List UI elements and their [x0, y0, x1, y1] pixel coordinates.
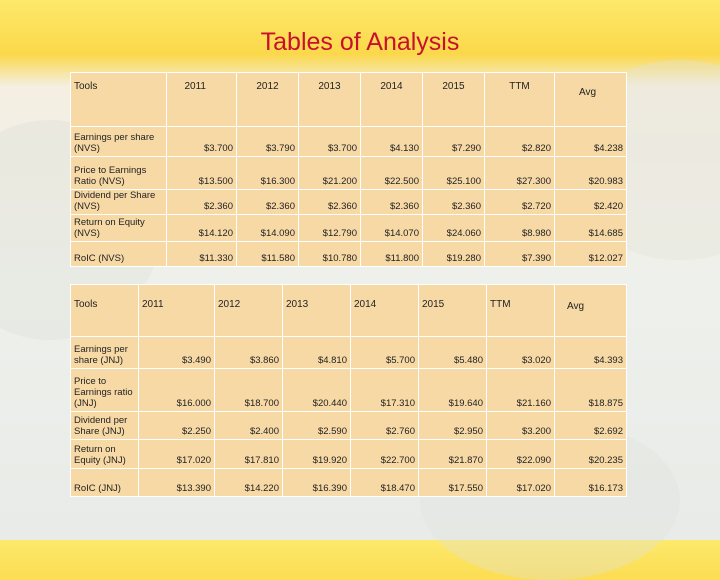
table-cell: $18.700 [215, 369, 283, 412]
table-row [71, 469, 627, 497]
analysis-table-nvs [70, 72, 627, 267]
table-cell: $4.130 [361, 127, 423, 157]
table-cell: $20.983 [555, 157, 627, 190]
table-cell: $7.390 [485, 242, 555, 267]
table-cell: $18.875 [555, 369, 627, 412]
table-cell: $19.280 [423, 242, 485, 267]
column-header: 2013 [283, 285, 351, 337]
table-cell: $2.250 [139, 412, 215, 440]
table-cell: $21.870 [419, 440, 487, 469]
table-cell: $2.820 [485, 127, 555, 157]
table-cell: $2.360 [423, 190, 485, 215]
table-cell: $25.100 [423, 157, 485, 190]
table-cell: $19.920 [283, 440, 351, 469]
table-cell: $2.692 [555, 412, 627, 440]
table-cell: $16.300 [237, 157, 299, 190]
table-cell: $14.070 [361, 215, 423, 242]
table-row [71, 440, 627, 469]
column-header: TTM [487, 285, 555, 337]
table-cell: $16.173 [555, 469, 627, 497]
table-cell: $14.090 [237, 215, 299, 242]
table-cell: $19.640 [419, 369, 487, 412]
table-cell: $20.235 [555, 440, 627, 469]
table-header-row [71, 285, 627, 337]
table-cell: $22.500 [361, 157, 423, 190]
table-row [71, 337, 627, 369]
table-cell: $2.590 [283, 412, 351, 440]
table-cell: $22.090 [487, 440, 555, 469]
table-cell: $22.700 [351, 440, 419, 469]
table-cell: $10.780 [299, 242, 361, 267]
row-label: Dividend per Share (JNJ) [71, 412, 139, 440]
table-cell: $4.393 [555, 337, 627, 369]
table-cell: $3.490 [139, 337, 215, 369]
table-cell: $14.220 [215, 469, 283, 497]
row-label: Earnings per share (JNJ) [71, 337, 139, 369]
table-cell: $3.200 [487, 412, 555, 440]
table-cell: $20.440 [283, 369, 351, 412]
table-cell: $7.290 [423, 127, 485, 157]
table-cell: $17.020 [487, 469, 555, 497]
row-label: Price to Earnings ratio (JNJ) [71, 369, 139, 412]
column-header: Tools [71, 285, 139, 337]
column-header: 2014 [361, 73, 423, 127]
table-cell: $2.420 [555, 190, 627, 215]
table-row [71, 215, 627, 242]
table-cell: $2.720 [485, 190, 555, 215]
table-cell: $3.790 [237, 127, 299, 157]
column-header: 2015 [423, 73, 485, 127]
slide-title: Tables of Analysis [260, 28, 460, 56]
row-label: Return on Equity (JNJ) [71, 440, 139, 469]
table-cell: $17.020 [139, 440, 215, 469]
table-cell: $4.238 [555, 127, 627, 157]
table-cell: $5.700 [351, 337, 419, 369]
row-label: RoIC (JNJ) [71, 469, 139, 497]
table-cell: $2.360 [237, 190, 299, 215]
table-cell: $13.390 [139, 469, 215, 497]
table-cell: $21.160 [487, 369, 555, 412]
table-cell: $5.480 [419, 337, 487, 369]
column-header: 2011 [139, 285, 215, 337]
table-cell: $2.360 [167, 190, 237, 215]
table-row [71, 412, 627, 440]
table-cell: $3.020 [487, 337, 555, 369]
table-cell: $2.760 [351, 412, 419, 440]
column-header: TTM [485, 73, 555, 127]
column-header: Avg [555, 285, 627, 337]
column-header: 2012 [237, 73, 299, 127]
table-cell: $17.310 [351, 369, 419, 412]
table-cell: $2.360 [299, 190, 361, 215]
table-cell: $2.400 [215, 412, 283, 440]
table-cell: $21.200 [299, 157, 361, 190]
row-label: Earnings per share (NVS) [71, 127, 167, 157]
table-cell: $11.800 [361, 242, 423, 267]
table-cell: $12.790 [299, 215, 361, 242]
column-header: 2011 [167, 73, 237, 127]
table-cell: $14.120 [167, 215, 237, 242]
table-cell: $11.580 [237, 242, 299, 267]
table-cell: $8.980 [485, 215, 555, 242]
table-cell: $3.700 [299, 127, 361, 157]
table-cell: $27.300 [485, 157, 555, 190]
table-cell: $17.810 [215, 440, 283, 469]
table-cell: $4.810 [283, 337, 351, 369]
table-cell: $2.950 [419, 412, 487, 440]
row-label: Dividend per Share (NVS) [71, 190, 167, 215]
table-cell: $3.700 [167, 127, 237, 157]
table-row [71, 127, 627, 157]
table-row [71, 157, 627, 190]
table-header-row [71, 73, 627, 127]
table-cell: $16.000 [139, 369, 215, 412]
column-header: 2014 [351, 285, 419, 337]
column-header: 2013 [299, 73, 361, 127]
row-label: Price to Earnings Ratio (NVS) [71, 157, 167, 190]
analysis-table-jnj [70, 284, 627, 497]
table-cell: $2.360 [361, 190, 423, 215]
table-cell: $24.060 [423, 215, 485, 242]
table-cell: $3.860 [215, 337, 283, 369]
row-label: Return on Equity (NVS) [71, 215, 167, 242]
table-cell: $12.027 [555, 242, 627, 267]
table-cell: $13.500 [167, 157, 237, 190]
column-header: 2015 [419, 285, 487, 337]
row-label: RoIC (NVS) [71, 242, 167, 267]
table-cell: $14.685 [555, 215, 627, 242]
column-header: Tools [71, 73, 167, 127]
table-row [71, 242, 627, 267]
table-row [71, 190, 627, 215]
table-cell: $17.550 [419, 469, 487, 497]
table-cell: $16.390 [283, 469, 351, 497]
column-header: 2012 [215, 285, 283, 337]
table-row [71, 369, 627, 412]
column-header: Avg [555, 73, 627, 127]
table-cell: $11.330 [167, 242, 237, 267]
table-cell: $18.470 [351, 469, 419, 497]
